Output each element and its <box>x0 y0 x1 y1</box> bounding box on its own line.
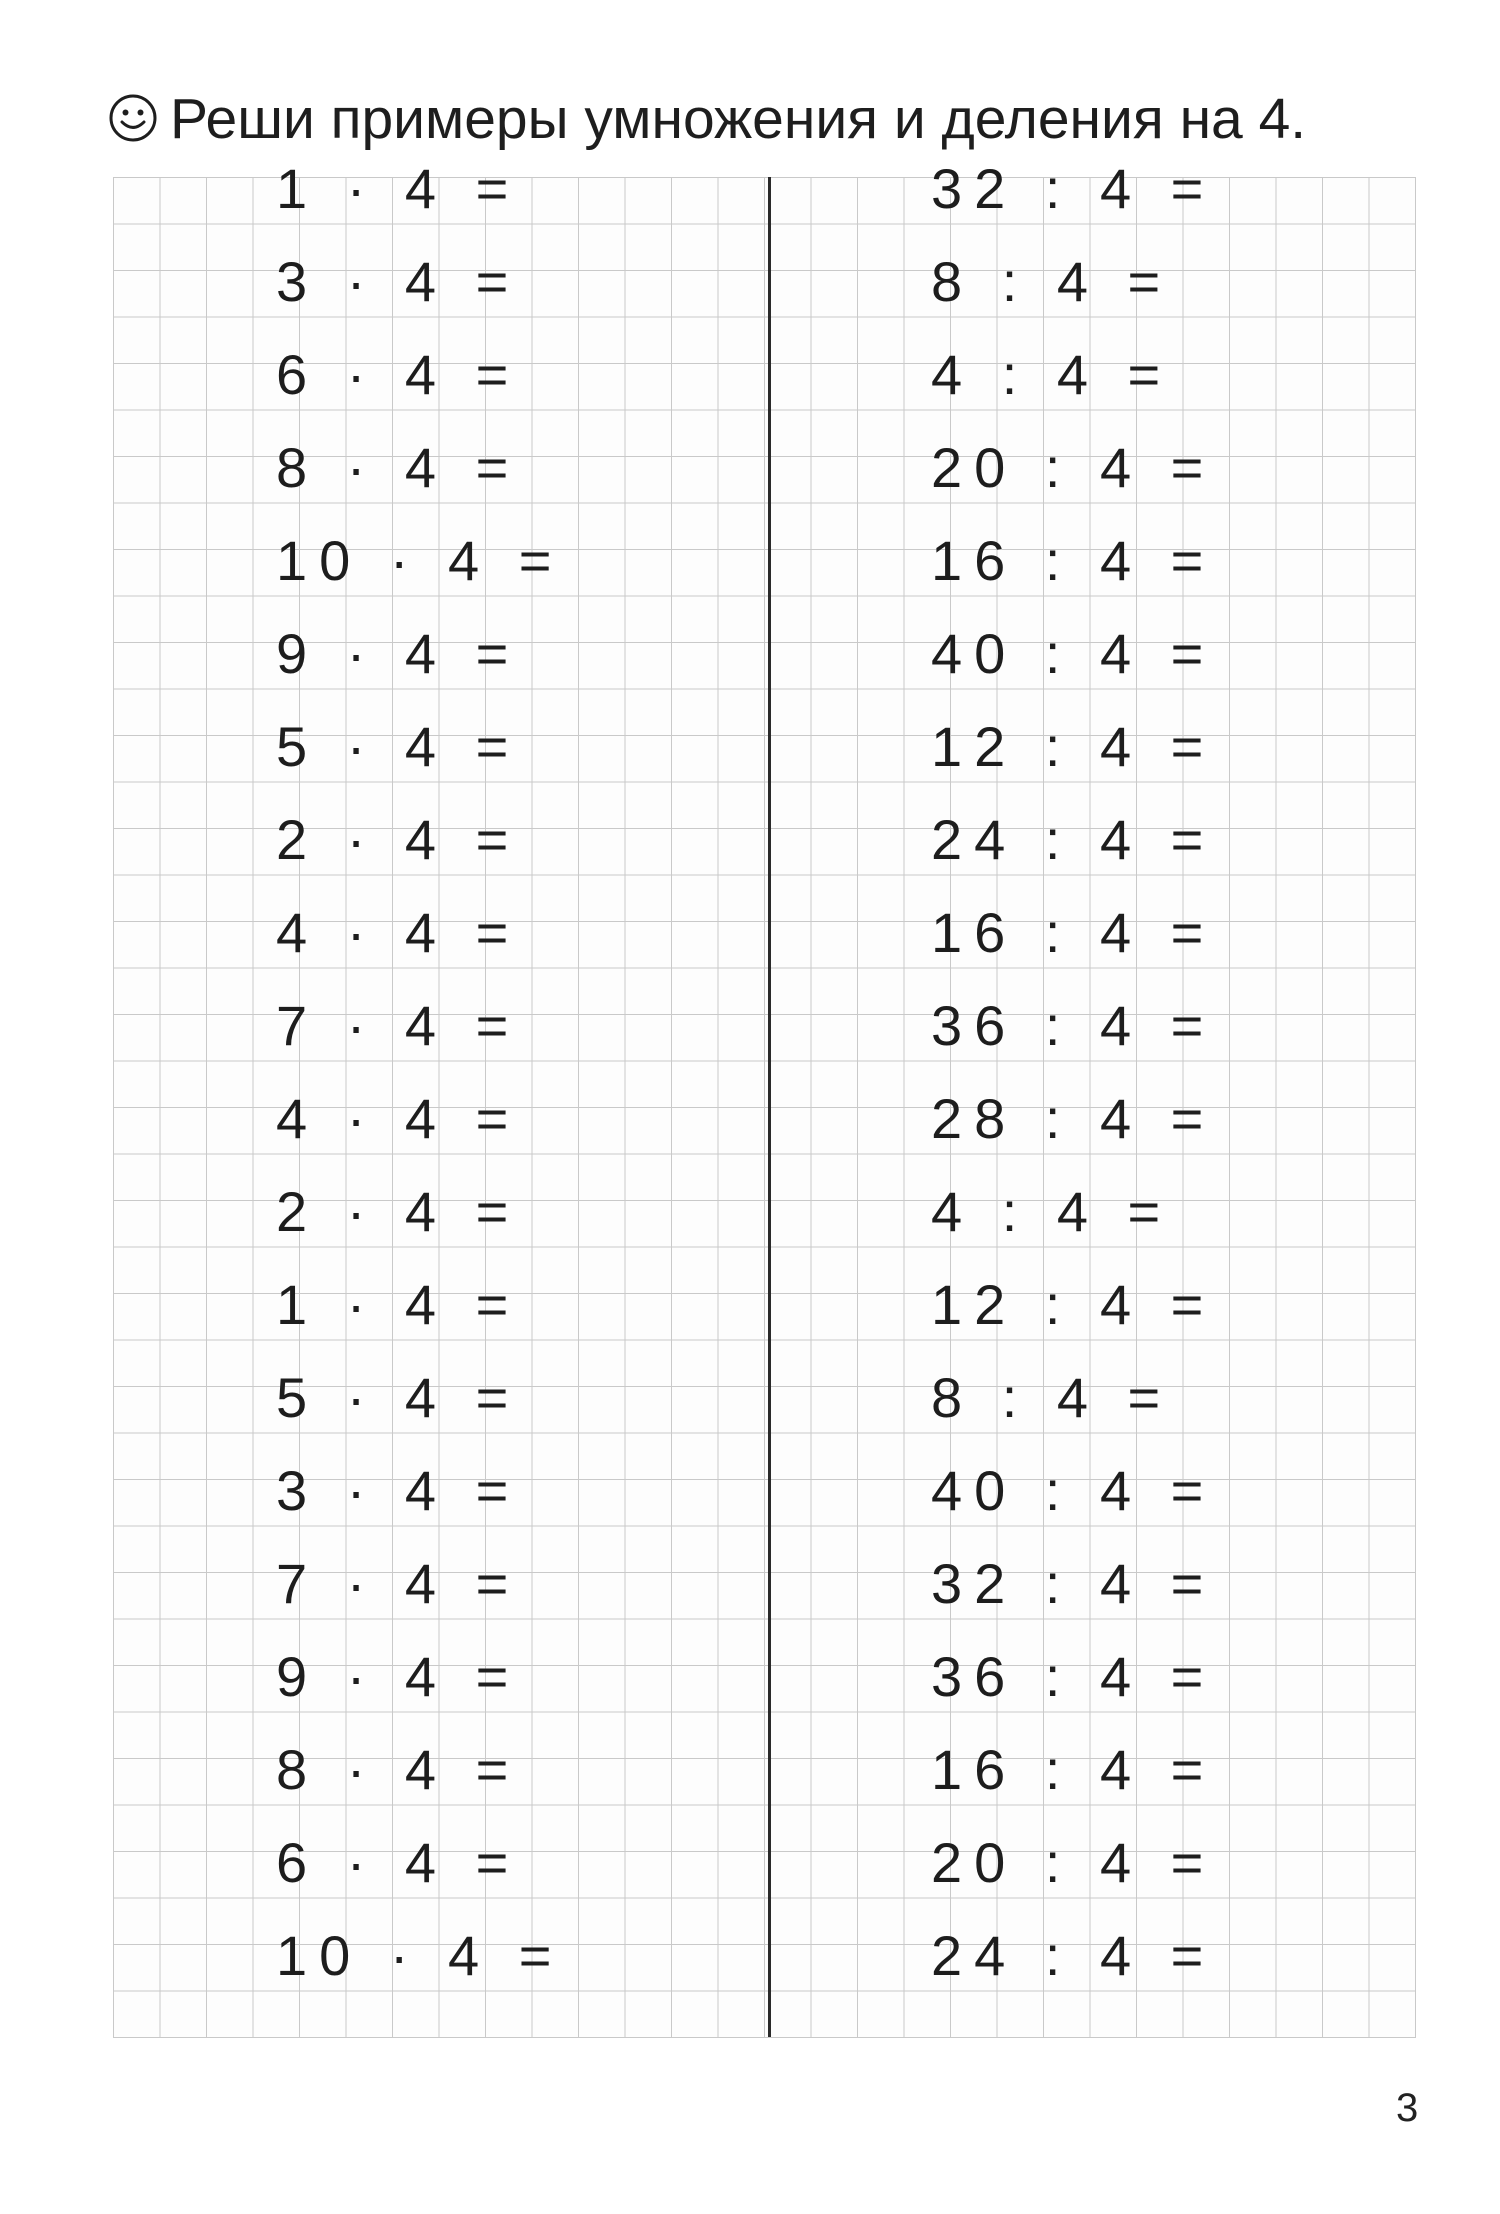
division-exercise: 4 : 4 = <box>931 343 1173 406</box>
multiplication-exercise: 2 · 4 = <box>276 808 521 871</box>
multiplication-exercise: 5 · 4 = <box>276 1366 521 1429</box>
page-number: 3 <box>1396 2086 1419 2130</box>
division-exercise: 28 : 4 = <box>931 1087 1216 1150</box>
graph-paper-grid <box>113 157 1416 2038</box>
multiplication-exercise: 8 · 4 = <box>276 436 521 499</box>
division-exercise: 4 : 4 = <box>931 1180 1173 1243</box>
multiplication-exercise: 5 · 4 = <box>276 715 521 778</box>
division-exercise: 24 : 4 = <box>931 1924 1216 1987</box>
division-exercise: 16 : 4 = <box>931 1738 1216 1801</box>
multiplication-exercise: 2 · 4 = <box>276 1180 521 1243</box>
multiplication-exercise: 6 · 4 = <box>276 1831 521 1894</box>
division-exercise: 40 : 4 = <box>931 1459 1216 1522</box>
division-exercise: 20 : 4 = <box>931 1831 1216 1894</box>
division-exercise: 12 : 4 = <box>931 1273 1216 1336</box>
division-exercise: 36 : 4 = <box>931 994 1216 1057</box>
multiplication-exercise: 9 · 4 = <box>276 622 521 685</box>
multiplication-exercise: 6 · 4 = <box>276 343 521 406</box>
column-divider <box>768 177 771 2037</box>
multiplication-exercise: 4 · 4 = <box>276 1087 521 1150</box>
division-exercise: 32 : 4 = <box>931 1552 1216 1615</box>
division-exercise: 40 : 4 = <box>931 622 1216 685</box>
division-exercise: 8 : 4 = <box>931 250 1173 313</box>
multiplication-exercise: 7 · 4 = <box>276 1552 521 1615</box>
division-exercise: 20 : 4 = <box>931 436 1216 499</box>
multiplication-exercise: 10 · 4 = <box>276 1924 564 1987</box>
division-exercise: 16 : 4 = <box>931 901 1216 964</box>
multiplication-exercise: 8 · 4 = <box>276 1738 521 1801</box>
division-exercise: 12 : 4 = <box>931 715 1216 778</box>
page-title <box>108 84 1306 154</box>
multiplication-exercise: 4 · 4 = <box>276 901 521 964</box>
division-exercise: 16 : 4 = <box>931 529 1216 592</box>
multiplication-exercise: 1 · 4 = <box>276 1273 521 1336</box>
division-exercise: 32 : 4 = <box>931 157 1216 220</box>
multiplication-exercise: 10 · 4 = <box>276 529 564 592</box>
title-text: Реши примеры умножения и деления на 4. <box>170 87 1307 151</box>
division-exercise: 36 : 4 = <box>931 1645 1216 1708</box>
smiley-face-icon <box>108 93 158 143</box>
multiplication-exercise: 3 · 4 = <box>276 250 521 313</box>
multiplication-exercise: 3 · 4 = <box>276 1459 521 1522</box>
multiplication-exercise: 1 · 4 = <box>276 157 521 220</box>
multiplication-exercise: 9 · 4 = <box>276 1645 521 1708</box>
division-exercise: 8 : 4 = <box>931 1366 1173 1429</box>
division-exercise: 24 : 4 = <box>931 808 1216 871</box>
multiplication-exercise: 7 · 4 = <box>276 994 521 1057</box>
